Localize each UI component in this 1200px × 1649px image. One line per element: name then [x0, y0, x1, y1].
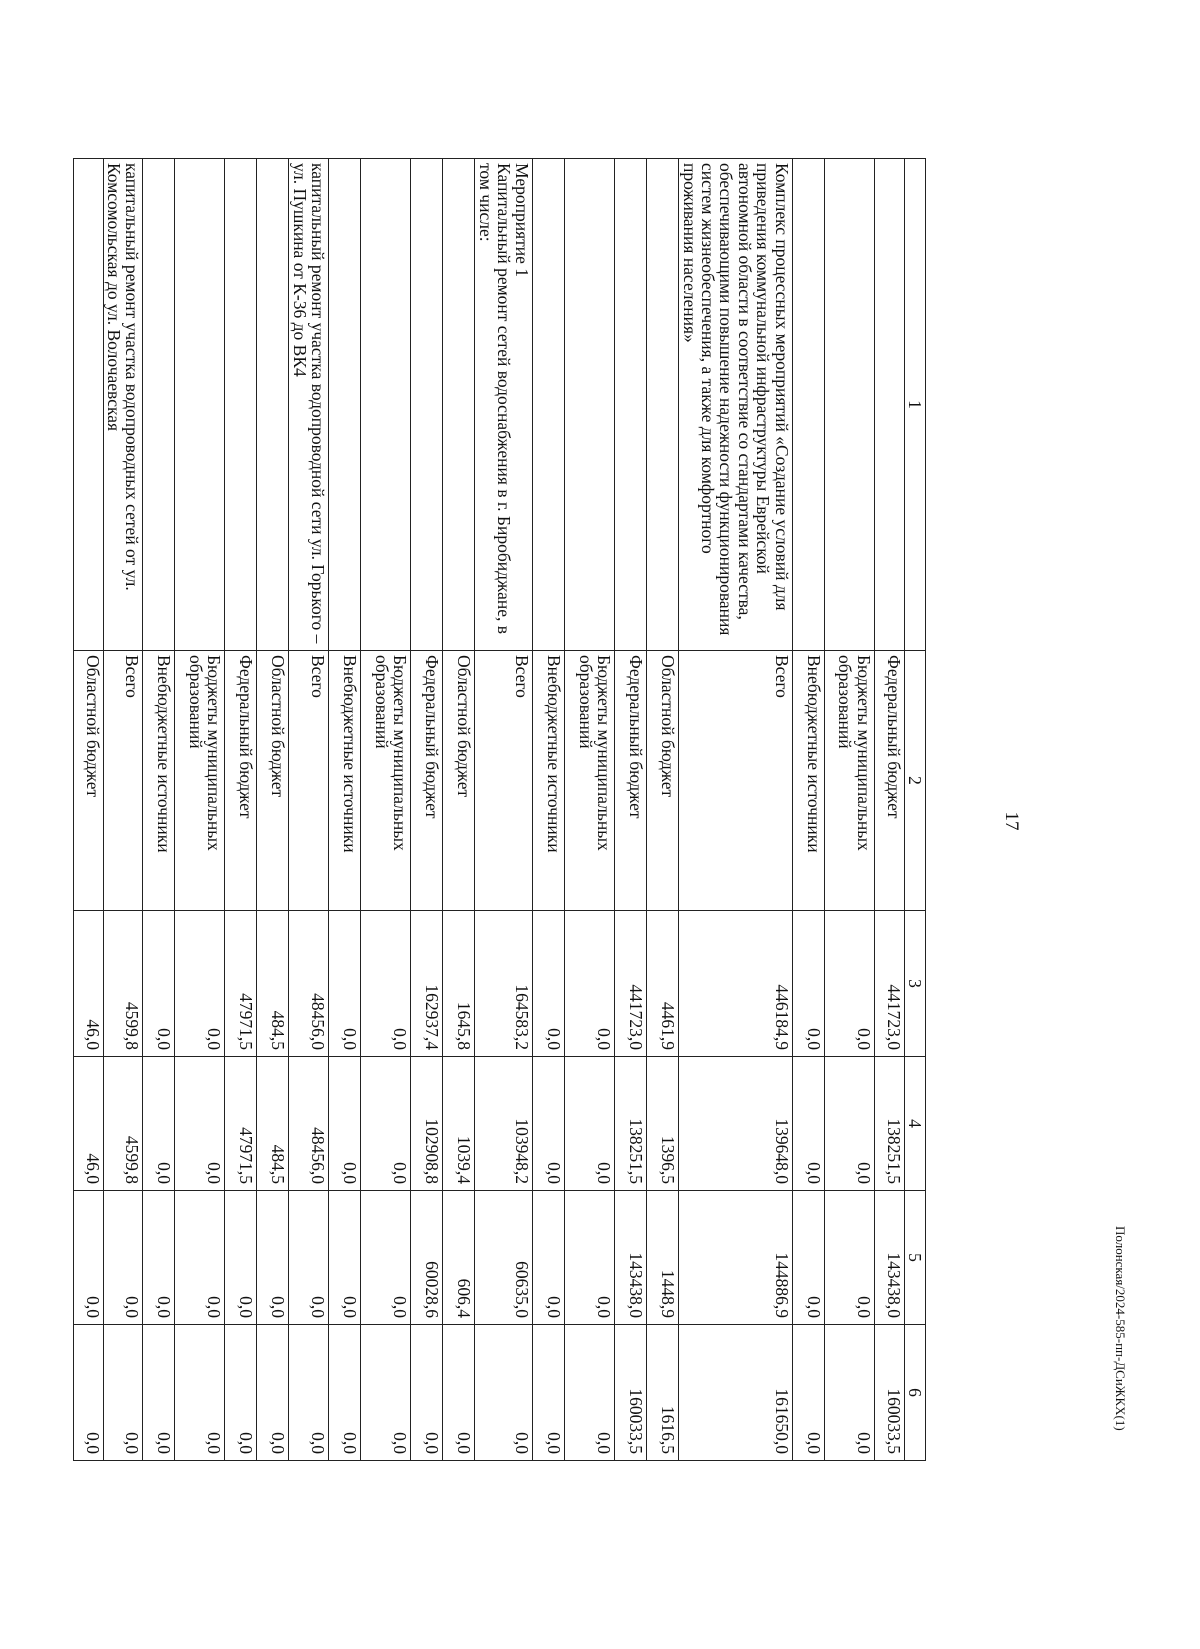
amount-cell: 0,0 [533, 1191, 565, 1325]
amount-cell: 48456,0 [289, 1057, 329, 1191]
amount-cell: 0,0 [175, 1057, 225, 1191]
amount-cell: 0,0 [361, 911, 411, 1057]
table-row [533, 159, 565, 1461]
amount-cell: 1039,4 [443, 1057, 475, 1191]
amount-cell: 441723,0 [615, 911, 647, 1057]
table-row [143, 159, 175, 1461]
amount-cell: 4599,8 [103, 911, 143, 1057]
amount-cell: 0,0 [443, 1325, 475, 1461]
amount-cell: 0,0 [175, 1325, 225, 1461]
amount-cell: 0,0 [565, 911, 615, 1057]
amount-cell: 0,0 [411, 1325, 443, 1461]
measure-name-cell: капитальный ремонт участка водопроводных сетей от ул. Комсомольская до ул. Волочаевская [103, 159, 143, 651]
funding-source-cell: Всего [475, 651, 533, 911]
amount-cell: 441723,0 [874, 911, 904, 1057]
amount-cell: 161650,0 [679, 1325, 792, 1461]
amount-cell: 160033,5 [874, 1325, 904, 1461]
amount-cell: 4461,9 [647, 911, 679, 1057]
amount-cell: 138251,5 [874, 1057, 904, 1191]
funding-source-cell: Внебюджетные источники [792, 651, 824, 911]
amount-cell: 0,0 [824, 1325, 874, 1461]
table-row [329, 159, 361, 1461]
table-row [289, 159, 329, 1461]
funding-source-cell: Областной бюджет [443, 651, 475, 911]
amount-cell: 0,0 [565, 1191, 615, 1325]
amount-cell: 0,0 [824, 1057, 874, 1191]
table-row [565, 159, 615, 1461]
amount-cell: 0,0 [143, 1057, 175, 1191]
amount-cell: 4599,8 [103, 1057, 143, 1191]
amount-cell: 0,0 [565, 1325, 615, 1461]
amount-cell: 0,0 [329, 1325, 361, 1461]
measure-name-cell [824, 159, 874, 651]
funding-source-cell: Федеральный бюджет [615, 651, 647, 911]
funding-source-cell: Внебюджетные источники [143, 651, 175, 911]
amount-cell: 484,5 [257, 1057, 289, 1191]
measure-name-cell [792, 159, 824, 651]
measure-name-cell [533, 159, 565, 651]
measure-name-cell: Мероприятие 1 Капитальный ремонт сетей водоснабжения в г. Биробиджане, в том числе: [475, 159, 533, 651]
amount-cell: 46,0 [73, 911, 103, 1057]
amount-cell: 162937,4 [411, 911, 443, 1057]
funding-source-cell: Бюджеты муниципальных образований [175, 651, 225, 911]
funding-source-cell: Бюджеты муниципальных образований [361, 651, 411, 911]
amount-cell: 1616,5 [647, 1325, 679, 1461]
amount-cell: 1396,5 [647, 1057, 679, 1191]
amount-cell: 0,0 [565, 1057, 615, 1191]
amount-cell: 47971,5 [225, 1057, 257, 1191]
measure-name-cell [647, 159, 679, 651]
amount-cell: 0,0 [533, 1325, 565, 1461]
amount-cell: 102908,8 [411, 1057, 443, 1191]
funding-source-cell: Областной бюджет [257, 651, 289, 911]
amount-cell: 0,0 [475, 1325, 533, 1461]
amount-cell: 0,0 [361, 1325, 411, 1461]
funding-source-cell: Федеральный бюджет [225, 651, 257, 911]
table-row [647, 159, 679, 1461]
measure-name-cell [361, 159, 411, 651]
table-row [257, 159, 289, 1461]
amount-cell: 0,0 [792, 1325, 824, 1461]
amount-cell: 0,0 [329, 1191, 361, 1325]
header-cell: 5 [904, 1191, 925, 1325]
amount-cell: 0,0 [143, 911, 175, 1057]
table-row [874, 159, 904, 1461]
amount-cell: 46,0 [73, 1057, 103, 1191]
table-row [225, 159, 257, 1461]
amount-cell: 0,0 [225, 1191, 257, 1325]
measure-name-cell [225, 159, 257, 651]
amount-cell: 143438,0 [874, 1191, 904, 1325]
table-row [411, 159, 443, 1461]
header-cell: 3 [904, 911, 925, 1057]
header-cell: 4 [904, 1057, 925, 1191]
amount-cell: 0,0 [257, 1191, 289, 1325]
amount-cell: 0,0 [289, 1191, 329, 1325]
amount-cell: 0,0 [361, 1191, 411, 1325]
amount-cell: 0,0 [792, 1057, 824, 1191]
measure-name-cell [175, 159, 225, 651]
amount-cell: 0,0 [329, 1057, 361, 1191]
amount-cell: 1448,9 [647, 1191, 679, 1325]
funding-source-cell: Федеральный бюджет [874, 651, 904, 911]
amount-cell: 60635,0 [475, 1191, 533, 1325]
measure-name-cell [73, 159, 103, 651]
amount-cell: 446184,9 [679, 911, 792, 1057]
funding-source-cell: Бюджеты муниципальных образований [824, 651, 874, 911]
amount-cell: 0,0 [361, 1057, 411, 1191]
table-header-row [904, 159, 925, 1461]
funding-source-cell: Внебюджетные источники [329, 651, 361, 911]
funding-source-cell: Бюджеты муниципальных образований [565, 651, 615, 911]
document-footer: Полонская/2024-585-пп-ДСиЖКХ(1) [1113, 1226, 1128, 1431]
measure-name-cell [257, 159, 289, 651]
measure-name-cell [329, 159, 361, 651]
amount-cell: 0,0 [175, 911, 225, 1057]
measure-name-cell: Комплекс процессных мероприятий «Создание условий для приведения коммунальной инфраструктуры Еврейской автономной области в соответствие со стандартами качества, обеспечивающими повышение надежности функционирования систем жизнеобеспечения, а также для комфортного проживания населения» [679, 159, 792, 651]
amount-cell: 0,0 [289, 1325, 329, 1461]
table-row [615, 159, 647, 1461]
measure-name-cell [615, 159, 647, 651]
table-row [175, 159, 225, 1461]
amount-cell: 0,0 [792, 911, 824, 1057]
table-row [792, 159, 824, 1461]
table-row [443, 159, 475, 1461]
amount-cell: 0,0 [73, 1325, 103, 1461]
amount-cell: 0,0 [225, 1325, 257, 1461]
funding-source-cell: Всего [679, 651, 792, 911]
amount-cell: 0,0 [533, 1057, 565, 1191]
table-row [679, 159, 792, 1461]
funding-source-cell: Внебюджетные источники [533, 651, 565, 911]
amount-cell: 0,0 [103, 1325, 143, 1461]
amount-cell: 60028,6 [411, 1191, 443, 1325]
amount-cell: 160033,5 [615, 1325, 647, 1461]
amount-cell: 138251,5 [615, 1057, 647, 1191]
header-cell: 1 [904, 159, 925, 651]
budget-table [73, 158, 926, 1461]
amount-cell: 1645,8 [443, 911, 475, 1057]
amount-cell: 0,0 [143, 1191, 175, 1325]
measure-name-cell [143, 159, 175, 651]
amount-cell: 0,0 [533, 911, 565, 1057]
amount-cell: 0,0 [824, 1191, 874, 1325]
measure-name-cell [411, 159, 443, 651]
amount-cell: 0,0 [824, 911, 874, 1057]
amount-cell: 606,4 [443, 1191, 475, 1325]
table-row [103, 159, 143, 1461]
table-row [361, 159, 411, 1461]
amount-cell: 0,0 [329, 911, 361, 1057]
measure-name-cell [874, 159, 904, 651]
amount-cell: 0,0 [103, 1191, 143, 1325]
amount-cell: 103948,2 [475, 1057, 533, 1191]
measure-name-cell: капитальный ремонт участка водопроводной сети ул. Горького – ул. Пушкина от К-36 до ВК4 [289, 159, 329, 651]
table-row [824, 159, 874, 1461]
amount-cell: 0,0 [257, 1325, 289, 1461]
table-row [73, 159, 103, 1461]
header-cell: 2 [904, 651, 925, 911]
funding-source-cell: Областной бюджет [647, 651, 679, 911]
amount-cell: 484,5 [257, 911, 289, 1057]
amount-cell: 0,0 [175, 1191, 225, 1325]
amount-cell: 48456,0 [289, 911, 329, 1057]
funding-source-cell: Всего [289, 651, 329, 911]
funding-source-cell: Всего [103, 651, 143, 911]
amount-cell: 164583,2 [475, 911, 533, 1057]
page-number: 17 [1001, 811, 1022, 831]
amount-cell: 0,0 [143, 1325, 175, 1461]
amount-cell: 0,0 [792, 1191, 824, 1325]
measure-name-cell [443, 159, 475, 651]
table-wrapper [82, 158, 926, 1460]
amount-cell: 143438,0 [615, 1191, 647, 1325]
amount-cell: 144886,9 [679, 1191, 792, 1325]
funding-source-cell: Областной бюджет [73, 651, 103, 911]
amount-cell: 139648,0 [679, 1057, 792, 1191]
amount-cell: 0,0 [73, 1191, 103, 1325]
header-cell: 6 [904, 1325, 925, 1461]
funding-source-cell: Федеральный бюджет [411, 651, 443, 911]
measure-name-cell [565, 159, 615, 651]
amount-cell: 47971,5 [225, 911, 257, 1057]
table-row [475, 159, 533, 1461]
